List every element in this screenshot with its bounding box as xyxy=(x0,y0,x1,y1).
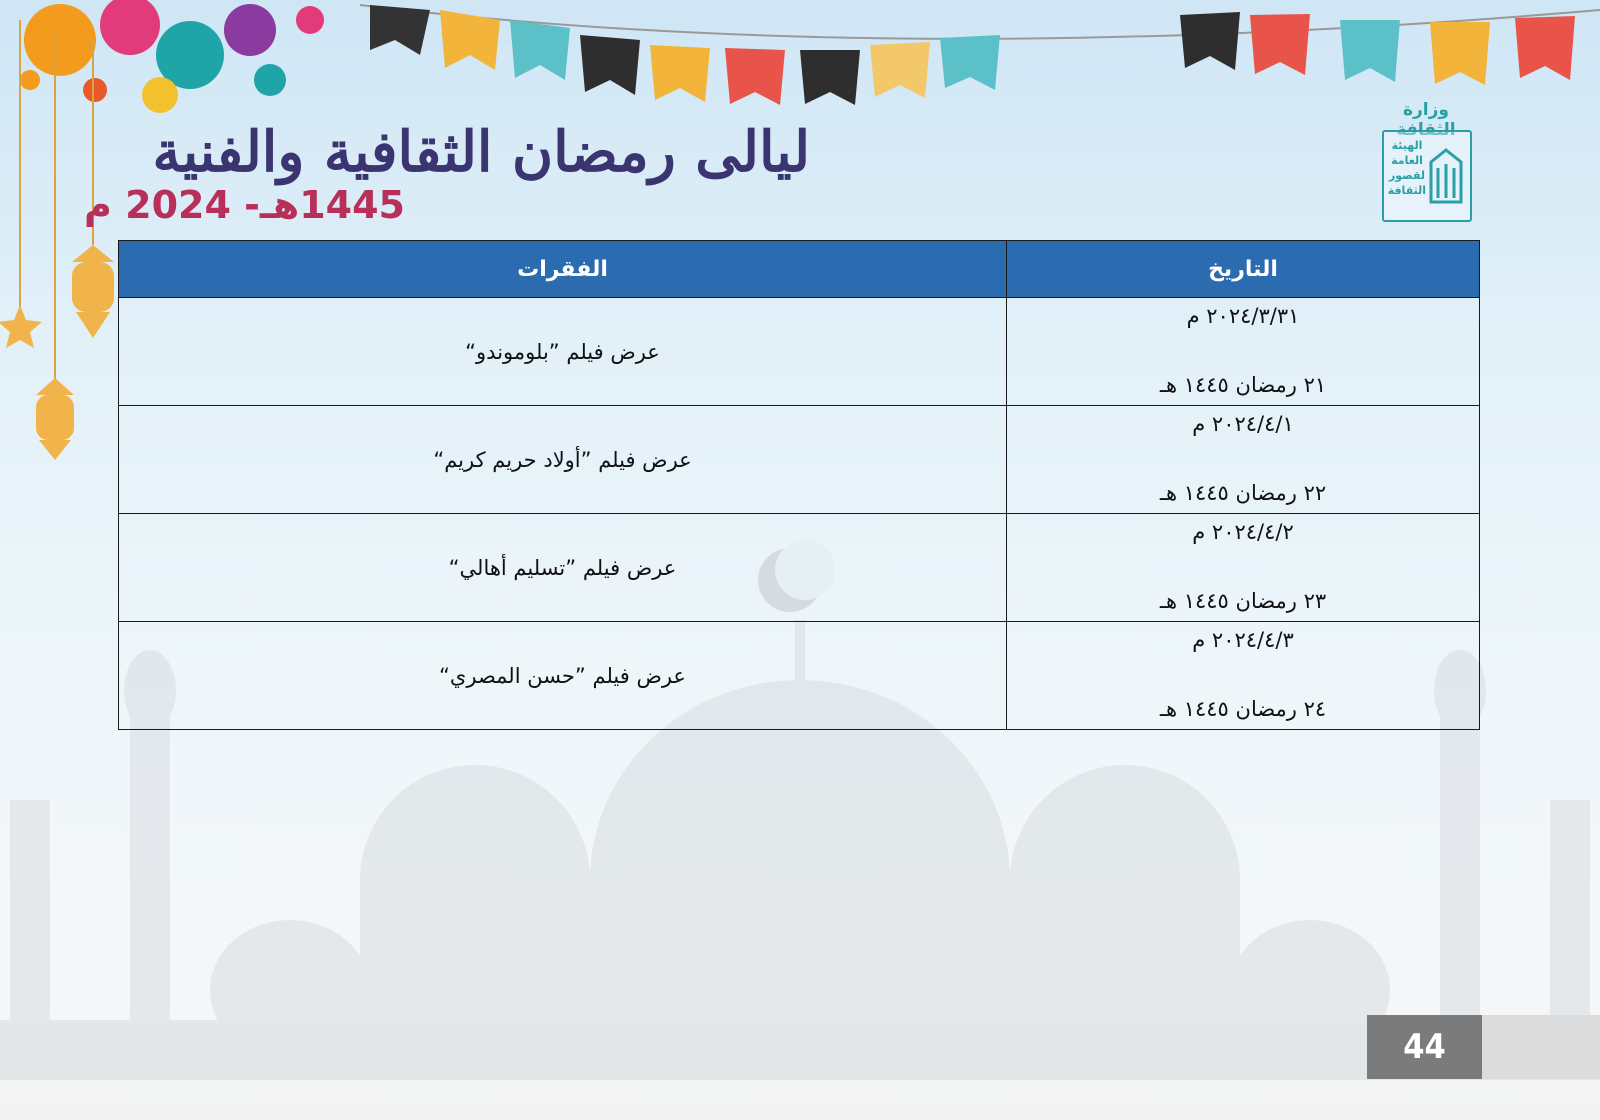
hijri-date: ٢٣ رمضان ١٤٤٥ هـ xyxy=(1159,589,1327,613)
logo-line: العامة xyxy=(1391,154,1423,167)
logo-line: الثقافة xyxy=(1387,184,1426,197)
page-title: ليالى رمضان الثقافية والفنية xyxy=(152,119,810,185)
paint-splash xyxy=(20,0,324,113)
logo-org-text xyxy=(1388,138,1426,198)
gregorian-date: ٢٠٢٤/٤/٢ م xyxy=(1192,520,1294,544)
hijri-date: ٢١ رمضان ١٤٤٥ هـ xyxy=(1159,373,1327,397)
gregorian-date: ٢٠٢٤/٤/٣ م xyxy=(1192,628,1294,652)
page-number-tab xyxy=(1482,1015,1600,1079)
date-cell xyxy=(1007,406,1480,514)
ministry-logo xyxy=(1376,100,1476,230)
table-row xyxy=(119,406,1480,514)
year-subtitle: 1445هـ- 2024 م xyxy=(84,183,405,227)
gregorian-date: ٢٠٢٤/٤/١ م xyxy=(1192,412,1294,436)
program-item: عرض فيلم ”حسن المصري“ xyxy=(119,622,1007,730)
gregorian-date: ٢٠٢٤/٣/٣١ م xyxy=(1186,304,1300,328)
date-cell xyxy=(1007,514,1480,622)
hijri-date: ٢٢ رمضان ١٤٤٥ هـ xyxy=(1159,481,1327,505)
table-row xyxy=(119,298,1480,406)
page-number: 44 xyxy=(1367,1015,1482,1079)
program-item: عرض فيلم ”تسليم أهالي“ xyxy=(119,514,1007,622)
header-items: الفقرات xyxy=(119,241,1007,298)
program-item: عرض فيلم ”أولاد حريم كريم“ xyxy=(119,406,1007,514)
schedule-table xyxy=(118,240,1480,730)
hijri-date: ٢٤ رمضان ١٤٤٥ هـ xyxy=(1159,697,1327,721)
building-icon xyxy=(1426,142,1466,208)
table-header-row xyxy=(119,241,1480,298)
bunting-flags xyxy=(360,5,1600,105)
table-row xyxy=(119,514,1480,622)
ministry-name: وزارة الثقافة xyxy=(1396,100,1456,140)
logo-box xyxy=(1382,130,1472,222)
header-date: التاريخ xyxy=(1007,241,1480,298)
date-cell xyxy=(1007,298,1480,406)
table-row xyxy=(119,622,1480,730)
program-item: عرض فيلم ”بلوموندو“ xyxy=(119,298,1007,406)
logo-line: الهيئة xyxy=(1391,139,1423,152)
date-cell xyxy=(1007,622,1480,730)
logo-line: لقصور xyxy=(1388,169,1426,182)
